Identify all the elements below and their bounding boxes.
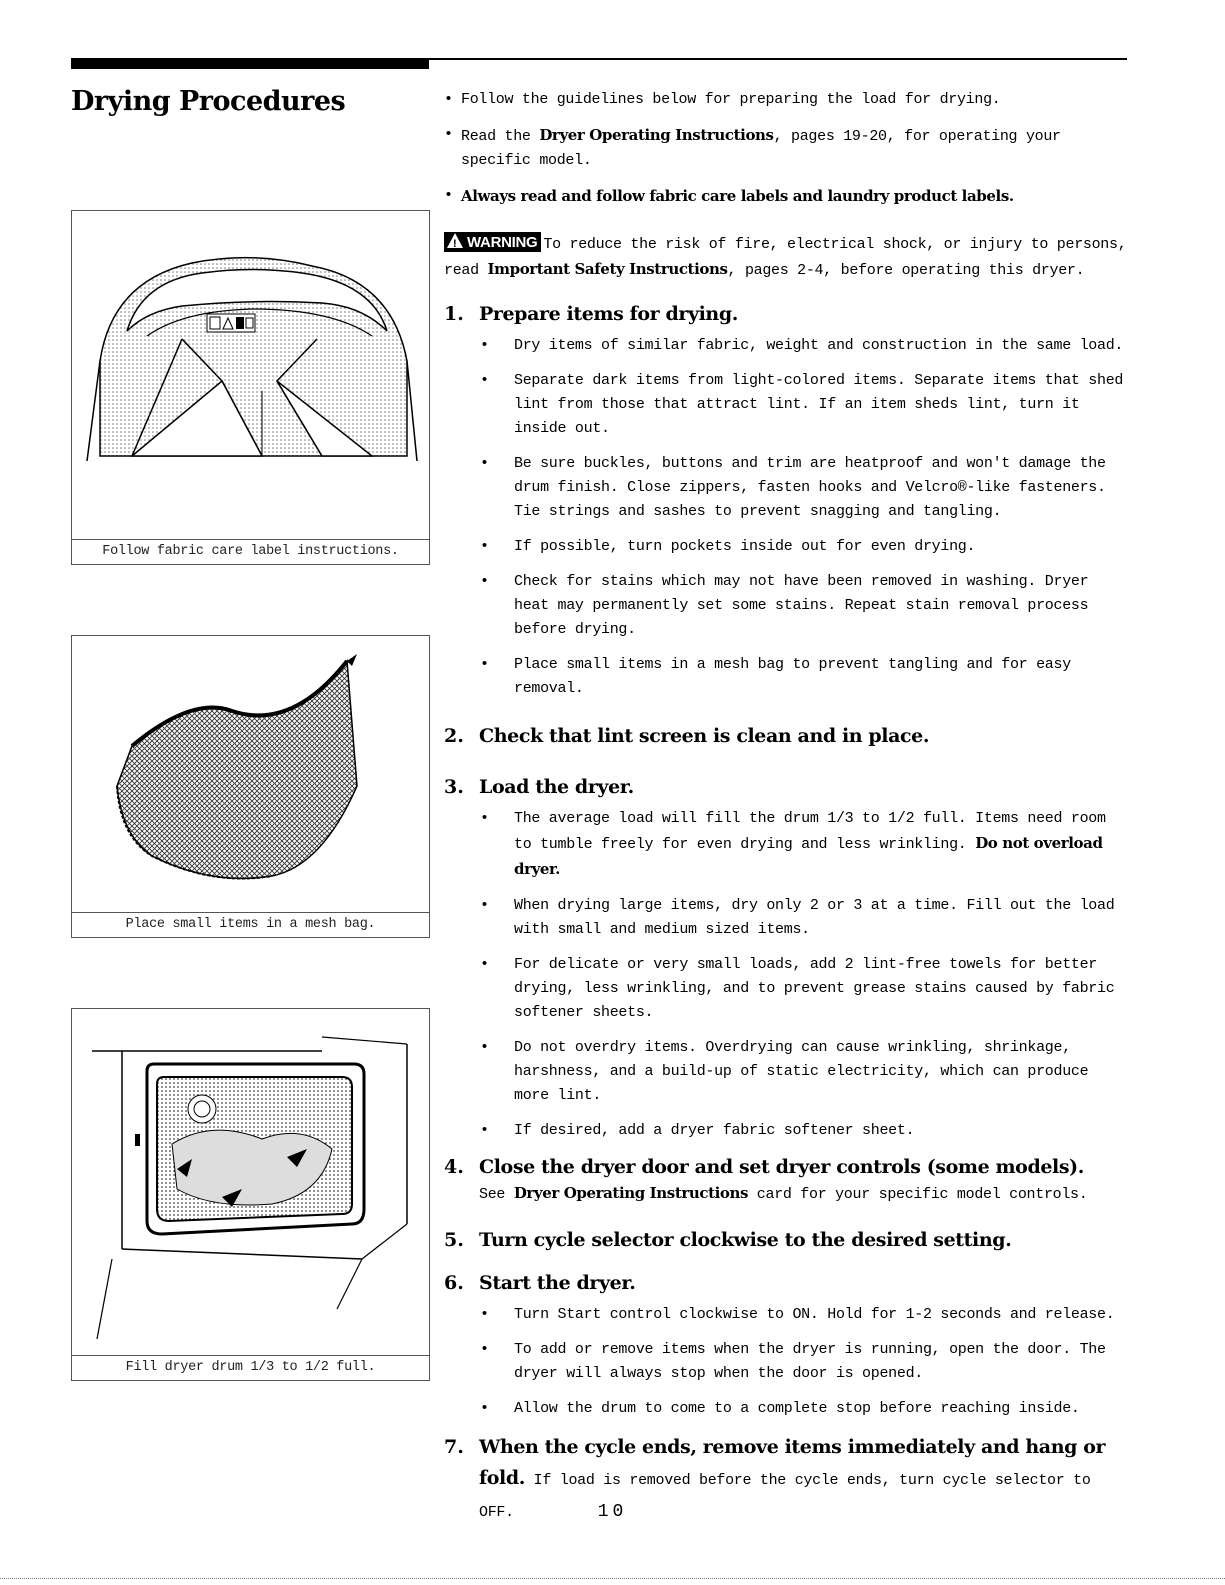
figure-mesh-bag — [71, 635, 430, 938]
bullet-icon: • — [480, 1122, 489, 1139]
bullet-icon: • — [480, 455, 489, 472]
bullet-icon: • — [480, 372, 489, 389]
figure-dryer-drum — [71, 1008, 430, 1381]
list-item: • Separate dark items from light-colored items. Separate items that shed lint from those that attract lint. If an item sheds lint, turn it inside out. — [444, 369, 1128, 441]
list-item: • When drying large items, dry only 2 or 3 at a time. Fill out the load with small and medium sized items. — [444, 894, 1128, 942]
bullet-icon: • — [480, 810, 489, 827]
step-heading: 6. Start the dryer. — [444, 1272, 636, 1294]
step-subtext: See Dryer Operating Instructions card for your specific model controls. — [479, 1184, 1088, 1203]
step-5 — [444, 1227, 1128, 1254]
warning-notice: !WARNING To reduce the risk of fire, electrical shock, or injury to persons, read Important Safety Instructions, pages 2-4, before operating this dryer. — [444, 232, 1128, 283]
figure-caption: Fill dryer drum 1/3 to 1/2 full. — [125, 1360, 376, 1375]
list-item: • Check for stains which may not have been removed in washing. Dryer heat may permanently set some stains. Repeat stain removal process before drying. — [444, 570, 1128, 642]
bullet-icon: • — [480, 1039, 489, 1056]
dryer-drum-illustration — [72, 1009, 429, 1356]
bullet-icon: • — [444, 91, 453, 108]
bullet-icon: • — [480, 1341, 489, 1358]
step-2 — [444, 723, 1128, 750]
intro-item: • Read the Dryer Operating Instructions, pages 19-20, for operating your specific model. — [444, 123, 1128, 173]
step-4 — [444, 1154, 1128, 1207]
list-item: • Allow the drum to come to a complete stop before reaching inside. — [444, 1397, 1128, 1421]
bullet-icon: • — [480, 1306, 489, 1323]
list-item: • Turn Start control clockwise to ON. Hold for 1-2 seconds and release. — [444, 1303, 1128, 1327]
mesh-bag-illustration — [72, 636, 429, 913]
zipper-pull-icon — [347, 654, 357, 666]
list-item: • To add or remove items when the dryer is running, open the door. The dryer will always stop when the door is opened. — [444, 1338, 1128, 1386]
bullet-icon: • — [480, 573, 489, 590]
step-1 — [444, 301, 1128, 701]
step-bullets — [444, 334, 1128, 701]
step-heading: 4. Close the dryer door and set dryer controls (some models). — [444, 1156, 1084, 1178]
list-item: • The average load will fill the drum 1/3 to 1/2 full. Items need room to tumble freely for even drying and less wrinkling. Do not overload dryer. — [444, 807, 1128, 883]
bullet-icon: • — [480, 656, 489, 673]
bullet-icon: • — [480, 337, 489, 354]
list-item: • If possible, turn pockets inside out for even drying. — [444, 535, 1128, 559]
figure-caption: Place small items in a mesh bag. — [125, 917, 376, 932]
page-number: 10 — [597, 1502, 628, 1522]
list-item: • If desired, add a dryer fabric softener sheet. — [444, 1119, 1128, 1143]
list-item: • Do not overdry items. Overdrying can cause wrinkling, shrinkage, harshness, and a build-up of static electricity, which can produce more lint. — [444, 1036, 1128, 1108]
warning-badge: !WARNING — [444, 232, 541, 252]
bullet-icon: • — [444, 187, 453, 204]
step-heading: 7. When the cycle ends, remove items immediately and hang or fold. If load is removed before the cycle ends, turn cycle selector to OFF. — [444, 1436, 1106, 1521]
intro-item: • Follow the guidelines below for preparing the load for drying. — [444, 88, 1128, 112]
instructions-column — [444, 88, 1128, 1528]
step-heading: 2. Check that lint screen is clean and in place. — [444, 725, 930, 747]
list-item: • Place small items in a mesh bag to prevent tangling and for easy removal. — [444, 653, 1128, 701]
bullet-icon: • — [480, 956, 489, 973]
bullet-icon: • — [444, 126, 453, 143]
bullet-icon: • — [480, 1400, 489, 1417]
list-item: • For delicate or very small loads, add 2 lint-free towels for better drying, less wrinkling, and to prevent grease stains caused by fabric softener sheets. — [444, 953, 1128, 1025]
figure-care-label — [71, 210, 430, 565]
step-bullets — [444, 1303, 1128, 1421]
bullet-icon: • — [480, 538, 489, 555]
step-heading: 1. Prepare items for drying. — [444, 303, 738, 325]
list-item: • Dry items of similar fabric, weight and construction in the same load. — [444, 334, 1128, 358]
bullet-icon: • — [480, 897, 489, 914]
step-heading: 5. Turn cycle selector clockwise to the desired setting. — [444, 1229, 1012, 1251]
step-heading: 3. Load the dryer. — [444, 776, 634, 798]
step-6 — [444, 1270, 1128, 1421]
header-rule-thin — [429, 58, 1127, 60]
bottom-dotted-rule — [0, 1578, 1225, 1580]
page-title: Drying Procedures — [71, 86, 346, 117]
list-item: • Be sure buckles, buttons and trim are heatproof and won't damage the drum finish. Close zippers, fasten hooks and Velcro®-like fasteners. Tie strings and sashes to prevent snagging and tangling. — [444, 452, 1128, 524]
care-label-icon — [207, 314, 255, 332]
shirt-collar-illustration — [72, 211, 429, 540]
header-rule-thick — [71, 58, 429, 69]
step-3 — [444, 774, 1128, 1143]
figure-caption: Follow fabric care label instructions. — [102, 544, 399, 559]
intro-item: • Always read and follow fabric care labels and laundry product labels. — [444, 184, 1128, 210]
step-bullets — [444, 807, 1128, 1143]
warning-triangle-icon — [447, 233, 463, 248]
